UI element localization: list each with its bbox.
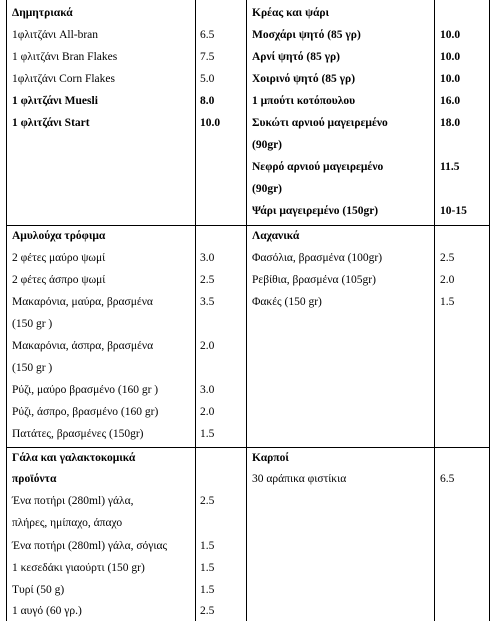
table-border-left [6,0,7,621]
section-header-nuts: Καρποί [252,452,289,464]
list-item-value: 1.5 [440,296,455,308]
list-item-label-continued: (90gr) [252,139,283,151]
list-item-value: 6.5 [200,29,215,41]
section-header-vegetables: Λαχανικά [252,230,300,242]
list-item-value: 11.5 [440,161,460,173]
list-item-label: 2 φέτες μαύρο ψωμί [12,252,106,264]
list-item-label: Ψάρι μαγειρεμένο (150gr) [252,205,379,217]
list-item-value: 7.5 [200,51,215,63]
list-item-value: 2.5 [200,495,215,507]
list-item-label: 1 μπούτι κοτόπουλου [252,95,356,107]
list-item-value: 2.5 [440,252,455,264]
list-item-label: Μακαρόνια, άσπρα, βρασμένα [12,340,154,352]
column-divider-1 [195,0,196,621]
table-border-right [489,0,490,621]
list-item-value: 1.5 [200,428,215,440]
list-item-value: 5.0 [200,73,215,85]
list-item-label: Πατάτες, βρασμένες (150gr) [12,428,144,440]
list-item-label: Φασόλια, βρασμένα (100gr) [252,252,383,264]
list-item-label: 1 φλιτζάνι Muesli [12,95,98,107]
list-item-value: 1.5 [200,562,215,574]
list-item-label: Συκώτι αρνιού μαγειρεμένο [252,117,388,129]
section-header-cereals: Δημητριακά [12,7,73,19]
list-item-label: Ρύζι, άσπρο, βρασμένο (160 gr) [12,406,159,418]
list-item-label: 30 αράπικα φιστίκια [252,473,347,485]
list-item-value: 8.0 [200,95,215,107]
list-item-value: 2.0 [440,274,455,286]
list-item-value: 1.5 [200,540,215,552]
list-item-label-continued: πλήρες, ημίπαχο, άπαχο [12,517,123,529]
list-item-label: Ρεβίθια, βρασμένα (105gr) [252,274,376,286]
list-item-label: 1φλιτζάνι All-bran [12,29,99,41]
list-item-value: 3.5 [200,296,215,308]
column-divider-2 [246,0,247,621]
list-item-value: 16.0 [440,95,461,107]
list-item-label: Τυρί (50 g) [12,584,65,596]
section-header-meat: Κρέας και ψάρι [252,7,330,19]
list-item-label: Ρύζι, μαύρο βρασμένο (160 gr ) [12,384,159,396]
list-item-label-continued: (150 gr ) [12,318,53,330]
list-item-value: 2.5 [200,605,215,617]
list-item-label: 1 κεσεδάκι γιαούρτι (150 gr) [12,562,145,574]
list-item-label: Μακαρόνια, μαύρα, βρασμένα [12,296,153,308]
list-item-value: 10.0 [200,117,221,129]
list-item-label: Φακές (150 gr) [252,296,322,308]
list-item-label-continued: (150 gr ) [12,362,53,374]
list-item-label: 2 φέτες άσπρο ψωμί [12,274,106,286]
list-item-value: 1.5 [200,584,215,596]
list-item-label: 1 φλιτζάνι Start [12,117,90,129]
list-item-label-continued: (90gr) [252,183,283,195]
list-item-value: 10.0 [440,51,461,63]
list-item-value: 2.0 [200,340,215,352]
list-item-label: Χοιρινό ψητό (85 γρ) [252,73,356,85]
list-item-label: Νεφρό αρνιού μαγειρεμένο [252,161,384,173]
list-item-label: 1 αυγό (60 γρ.) [12,605,82,617]
list-item-value: 2.5 [200,274,215,286]
row-divider-2 [6,447,490,448]
list-item-label: 1 φλιτζάνι Bran Flakes [12,51,118,63]
list-item-label: Αρνί ψητό (85 γρ) [252,51,340,63]
column-divider-3 [434,0,435,621]
list-item-value: 3.0 [200,384,215,396]
section-header-starch: Αμυλούχα τρόφιμα [12,230,106,242]
list-item-value: 2.0 [200,406,215,418]
list-item-value: 3.0 [200,252,215,264]
section-header-dairy: Γάλα και γαλακτοκομικά [12,452,136,464]
list-item-value: 10.0 [440,73,461,85]
list-item-value: 6.5 [440,473,455,485]
list-item-label: Ένα ποτήρι (280ml) γάλα, [12,495,134,507]
row-divider-1 [6,225,490,226]
list-item-label: Μοσχάρι ψητό (85 γρ) [252,29,361,41]
list-item-value: 18.0 [440,117,461,129]
list-item-label: 1φλιτζάνι Corn Flakes [12,73,115,85]
section-header-dairy-continued: προϊόντα [12,473,57,485]
list-item-label: Ένα ποτήρι (280ml) γάλα, σόγιας [12,540,168,552]
list-item-value: 10-15 [440,205,467,217]
list-item-value: 10.0 [440,29,461,41]
